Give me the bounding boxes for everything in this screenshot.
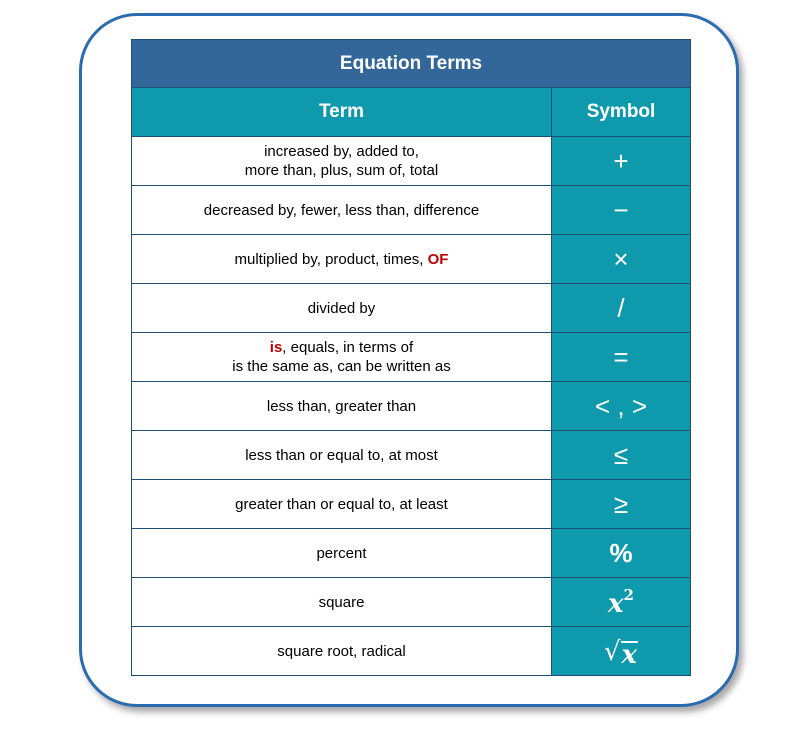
column-header-term: Term — [132, 88, 552, 137]
square-exponent: 2 — [623, 585, 634, 604]
term-text: percent — [316, 544, 367, 562]
term-cell — [132, 137, 552, 186]
term-text: , equals, in terms of — [282, 339, 414, 356]
equals-symbol: = — [552, 333, 691, 382]
term-text: square — [318, 593, 365, 611]
term-text: square root, radical — [277, 642, 406, 660]
plus-symbol: + — [552, 137, 691, 186]
term-text — [132, 338, 551, 357]
column-header-symbol: Symbol — [552, 88, 691, 137]
term-text: increased by, added to, — [264, 143, 419, 160]
term-cell — [132, 431, 552, 480]
table-row — [132, 235, 691, 284]
term-cell — [132, 333, 552, 382]
less-equal-symbol: ≤ — [552, 431, 691, 480]
table-row — [132, 529, 691, 578]
table-row — [132, 186, 691, 235]
table-row — [132, 627, 691, 676]
term-text: decreased by, fewer, less than, difference — [203, 201, 480, 219]
radical-sign: √ — [603, 636, 621, 667]
table-row — [132, 137, 691, 186]
equation-terms-table — [131, 39, 691, 676]
square-symbol — [552, 578, 691, 627]
radical-icon — [603, 636, 638, 670]
times-symbol: × — [552, 235, 691, 284]
table-row — [132, 333, 691, 382]
table-row — [132, 578, 691, 627]
percent-symbol: % — [552, 529, 691, 578]
table-row — [132, 284, 691, 333]
term-text: less than, greater than — [266, 397, 417, 415]
radicand: x — [621, 639, 638, 670]
term-cell — [132, 529, 552, 578]
term-text: less than or equal to, at most — [245, 446, 438, 464]
term-cell — [132, 186, 552, 235]
table-row — [132, 480, 691, 529]
term-cell — [132, 284, 552, 333]
term-accent-text: OF — [427, 250, 449, 268]
table-row — [132, 382, 691, 431]
term-cell — [132, 627, 552, 676]
division-symbol: / — [552, 284, 691, 333]
term-cell — [132, 480, 552, 529]
table-title: Equation Terms — [132, 40, 691, 88]
square-base: x — [608, 588, 624, 619]
term-accent-text: is — [269, 339, 283, 356]
term-text: more than, plus, sum of, total — [244, 162, 439, 179]
inequality-symbol: < , > — [552, 382, 691, 431]
term-text: multiplied by, product, times, — [234, 250, 428, 268]
term-text: divided by — [307, 299, 376, 317]
minus-symbol: − — [552, 186, 691, 235]
square-root-symbol — [552, 627, 691, 676]
term-text: greater than or equal to, at least — [235, 495, 448, 513]
term-cell — [132, 578, 552, 627]
greater-equal-symbol: ≥ — [552, 480, 691, 529]
term-cell — [132, 235, 552, 284]
table-row — [132, 431, 691, 480]
term-cell — [132, 382, 552, 431]
term-text: is the same as, can be written as — [232, 358, 451, 375]
